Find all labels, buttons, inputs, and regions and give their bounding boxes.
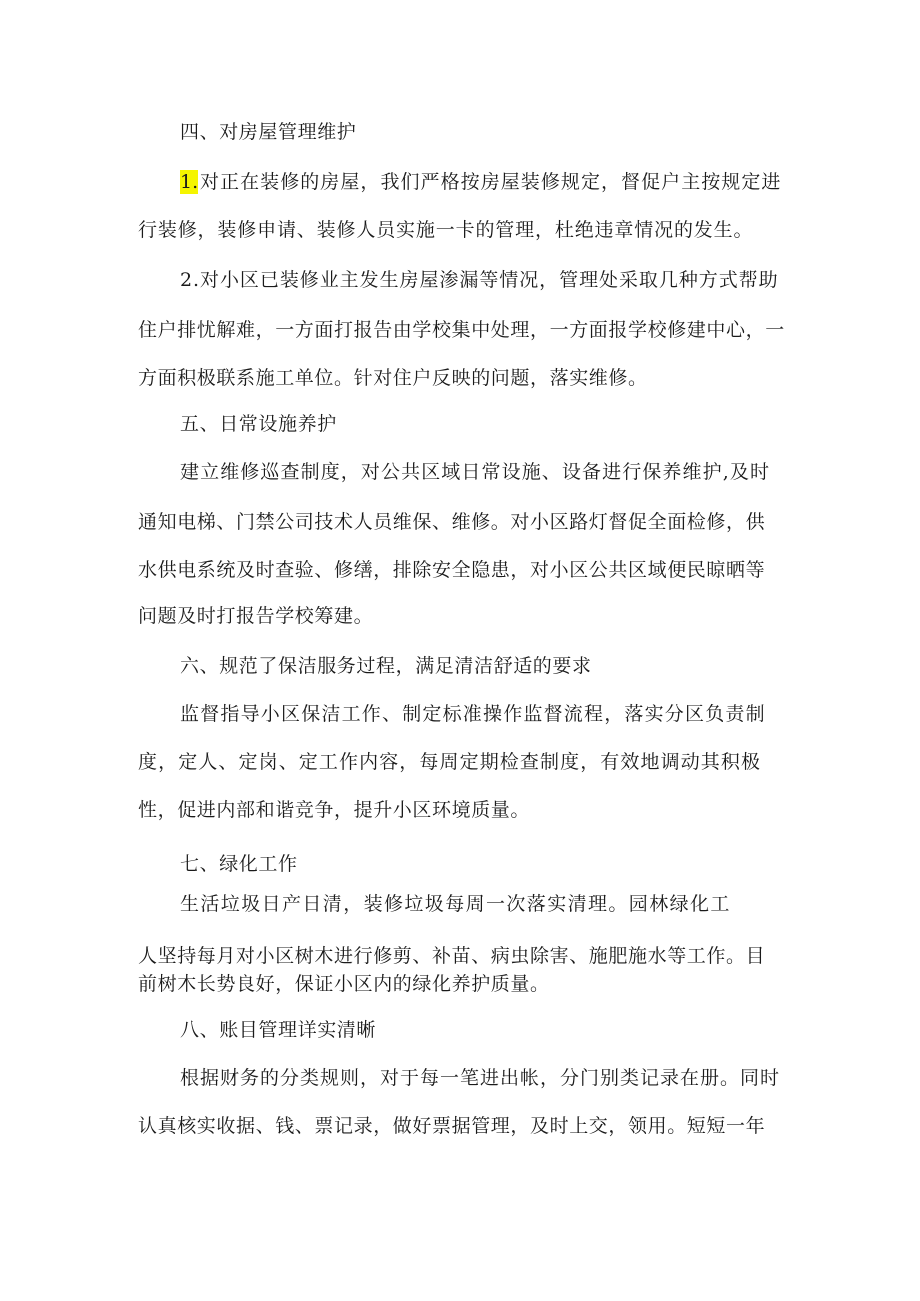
paragraph-5-line-4: 问题及时打报告学校筹建。 xyxy=(138,605,374,627)
section-heading-8: 八、账目管理详实清晰 xyxy=(180,1019,377,1041)
section-heading-7: 七、绿化工作 xyxy=(180,853,298,875)
paragraph-7-line-3: 前树木长势良好，保证小区内的绿化养护质量。 xyxy=(138,973,550,995)
text-highlight: 1. xyxy=(180,171,199,193)
paragraph-8-line-1: 根据财务的分类规则，对于每一笔进出帐，分门别类记录在册。同时 xyxy=(180,1067,781,1089)
paragraph-7-line-1: 生活垃圾日产日清，装修垃圾每周一次落实清理。园林绿化工 xyxy=(180,893,731,915)
paragraph-4-2-line-1: 2.对小区已装修业主发生房屋渗漏等情况，管理处采取几种方式帮助 xyxy=(180,269,779,291)
paragraph-6-line-3: 性，促进内部和谐竞争，提升小区环境质量。 xyxy=(138,799,531,821)
section-heading-5: 五、日常设施养护 xyxy=(180,413,337,435)
paragraph-5-line-1: 建立维修巡查制度，对公共区域日常设施、设备进行保养维护,及时 xyxy=(180,461,771,483)
paragraph-6-line-2: 度，定人、定岗、定工作内容，每周定期检查制度，有效地调动其积极 xyxy=(138,751,762,773)
paragraph-6-line-1: 监督指导小区保洁工作、制定标准操作监督流程，落实分区负责制 xyxy=(180,703,766,725)
paragraph-4-2-line-3: 方面积极联系施工单位。针对住户反映的问题，落实维修。 xyxy=(138,367,648,389)
paragraph-5-line-2: 通知电梯、门禁公司技术人员维保、维修。对小区路灯督促全面检修，供 xyxy=(138,511,766,533)
section-heading-4: 四、对房屋管理维护 xyxy=(180,121,357,143)
list-number-highlighted xyxy=(180,170,198,194)
paragraph-8-line-2: 认真核实收据、钱、票记录，做好票据管理，及时上交，领用。短短一年 xyxy=(138,1115,766,1137)
paragraph-4-1-line-2: 行装修，装修申请、装修人员实施一卡的管理，杜绝违章情况的发生。 xyxy=(138,219,754,241)
paragraph-5-line-3: 水供电系统及时查验、修缮，排除安全隐患，对小区公共区域便民晾晒等 xyxy=(138,559,766,581)
paragraph-4-2-line-2: 住户排忧解难，一方面打报告由学校集中处理，一方面报学校修建中心，一 xyxy=(138,319,785,341)
paragraph-4-1-line-1-text: 对正在装修的房屋，我们严格按房屋装修规定，督促户主按规定进 xyxy=(200,171,782,193)
section-heading-6: 六、规范了保洁服务过程，满足清洁舒适的要求 xyxy=(180,655,592,677)
paragraph-7-line-2: 人坚持每月对小区树木进行修剪、补苗、病虫除害、施肥施水等工作。目 xyxy=(138,945,766,967)
